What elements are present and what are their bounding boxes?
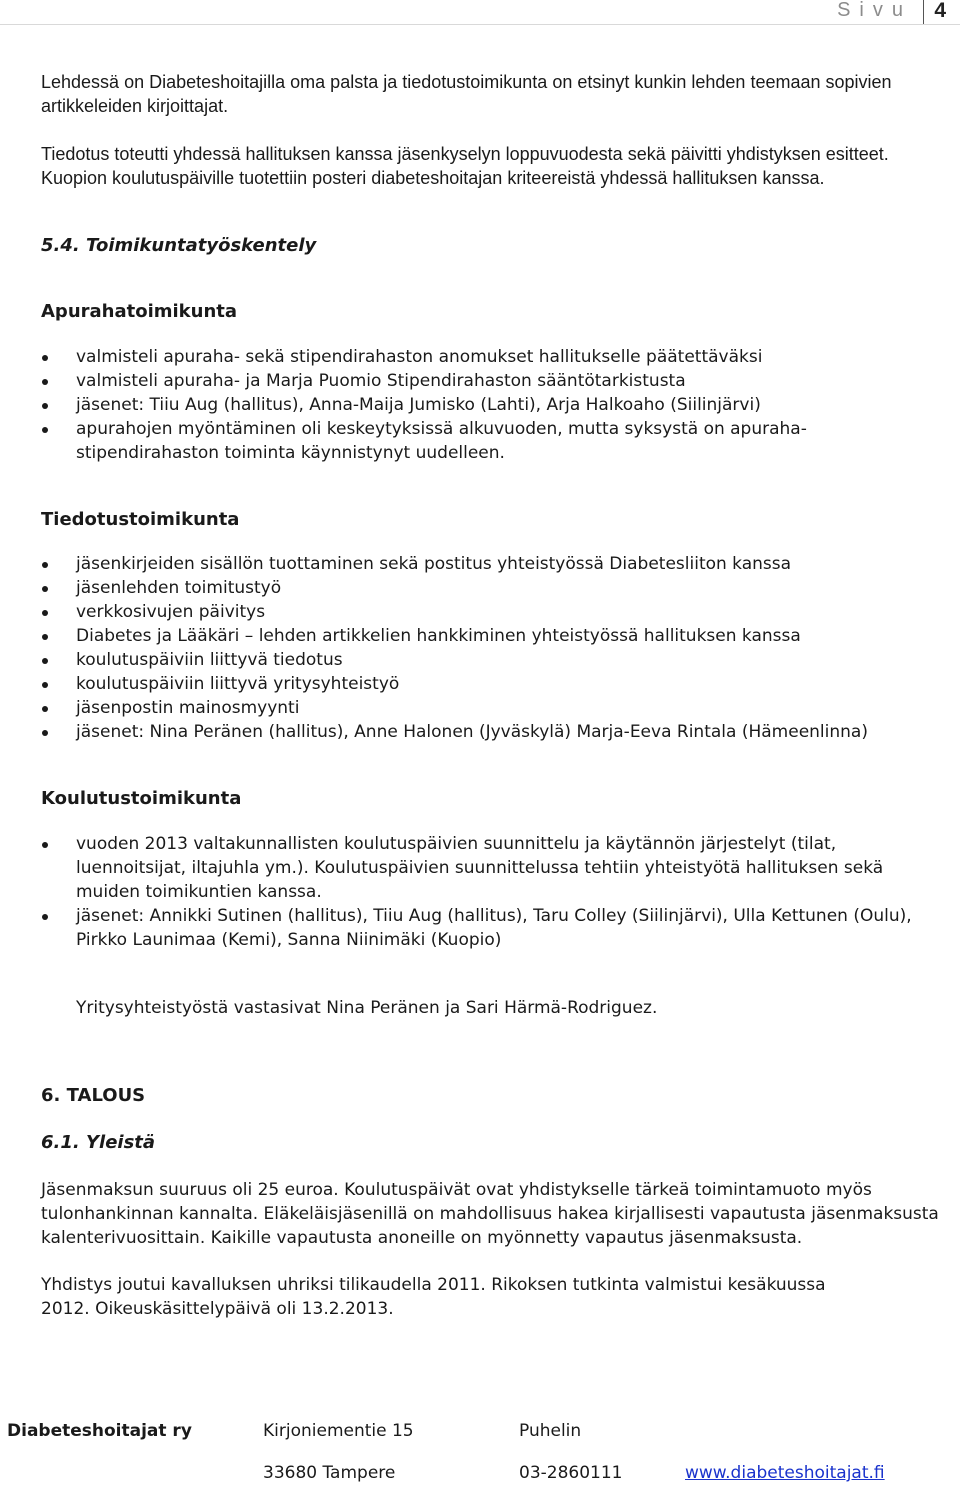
footer-phone-label: Puhelin xyxy=(519,1421,582,1441)
list-item: jäsenpostin mainosmyynti xyxy=(41,696,953,720)
bullet-icon xyxy=(42,914,48,920)
list-item: jäsenet: Tiiu Aug (hallitus), Anna-Maija Jumisko (Lahti), Arja Halkoaho (Siilinjärvi) xyxy=(41,393,953,417)
list-item: jäsenlehden toimitustyö xyxy=(41,576,953,600)
bullet-icon xyxy=(42,379,48,385)
bullet-icon xyxy=(42,562,48,568)
list-item: valmisteli apuraha- sekä stipendirahaston anomukset hallitukselle päätettäväksi xyxy=(41,345,953,369)
list-item: verkkosivujen päivitys xyxy=(41,600,953,624)
list-item: valmisteli apuraha- ja Marja Puomio Stipendirahaston sääntötarkistusta xyxy=(41,369,953,393)
apurahatoimikunta-title: Apurahatoimikunta xyxy=(41,301,238,322)
bullet-icon xyxy=(42,634,48,640)
intro-paragraph-2: Tiedotus toteutti yhdessä hallituksen kanssa jäsenkyselyn loppuvuodesta sekä päivitti yhdistyksen esitteet. Kuopion koulutuspäiville tuotettiin posteri diabeteshoitajan kriteereistä yhdessä hallituksen kanssa. xyxy=(41,144,889,188)
koulutustoimikunta-list xyxy=(41,832,953,952)
list-item: jäsenet: Nina Peränen (hallitus), Anne Halonen (Jyväskylä) Marja-Eeva Rintala (Hämeenlinna) xyxy=(41,720,876,744)
section-5-4-title: 5.4. Toimikuntatyöskentely xyxy=(41,235,317,256)
bullet-icon xyxy=(42,706,48,712)
list-item: koulutuspäiviin liittyvä tiedotus xyxy=(41,648,953,672)
footer-organization: Diabeteshoitajat ry xyxy=(7,1421,192,1441)
apurahatoimikunta-list xyxy=(41,345,953,465)
page-number: 4 xyxy=(934,0,946,22)
list-item: koulutuspäiviin liittyvä yritysyhteistyö xyxy=(41,672,953,696)
page-label: Sivu xyxy=(837,0,912,21)
talous-paragraph-1: Jäsenmaksun suuruus oli 25 euroa. Koulutuspäivät ovat yhdistykselle tärkeä toimintamuoto myös tulonhankinnan kannalta. Eläkeläisjäsenillä on mahdollisuus hakea kirjallisesti vapautusta jäsenmaksusta kalenterivuosittain. Kaikille vapautusta anoneille on myönnetty vapautus jäsenmaksusta. xyxy=(41,1180,939,1248)
bullet-icon xyxy=(42,427,48,433)
list-item: jäsenkirjeiden sisällön tuottaminen sekä postitus yhteistyössä Diabetesliiton kanssa xyxy=(41,552,953,576)
bullet-icon xyxy=(42,355,48,361)
koulutustoimikunta-title: Koulutustoimikunta xyxy=(41,788,242,809)
talous-paragraph-2: Yhdistys joutui kavalluksen uhriksi tilikaudella 2011. Rikoksen tutkinta valmistui kesäkuussa 2012. Oikeuskäsittelypäivä oli 13.2.2013. xyxy=(41,1275,826,1319)
section-6-title: 6. TALOUS xyxy=(41,1085,146,1106)
list-item: apurahojen myöntäminen oli keskeytyksissä alkuvuoden, mutta syksystä on apuraha-stipendirahaston toiminta käynnistynyt uudelleen. xyxy=(41,417,916,465)
section-6-1-title: 6.1. Yleistä xyxy=(41,1132,156,1153)
intro-paragraph-1: Lehdessä on Diabeteshoitajilla oma palsta ja tiedotustoimikunta on etsinyt kunkin lehden teemaan sopivien artikkeleiden kirjoittajat. xyxy=(41,72,892,116)
page-header xyxy=(0,0,960,24)
tiedotustoimikunta-list xyxy=(41,552,953,744)
page-footer xyxy=(7,1418,953,1483)
bullet-icon xyxy=(42,682,48,688)
footer-website-link[interactable]: www.diabeteshoitajat.fi xyxy=(685,1463,885,1483)
bullet-icon xyxy=(42,403,48,409)
footer-city: 33680 Tampere xyxy=(263,1463,396,1483)
bullet-icon xyxy=(42,610,48,616)
bullet-icon xyxy=(42,730,48,736)
list-item: jäsenet: Annikki Sutinen (hallitus), Tiiu Aug (hallitus), Taru Colley (Siilinjärvi), Ulla Kettunen (Oulu), Pirkko Launimaa (Kemi), Sanna Niinimäki (Kuopio) xyxy=(41,904,926,952)
list-item: vuoden 2013 valtakunnallisten koulutuspäivien suunnittelu ja käytännön järjestelyt (tilat, luennoitsijat, iltajuhla ym.). Koulutuspäivien suunnittelussa tehtiin yhteistyötä hallituksen sekä muiden toimikuntien kanssa. xyxy=(41,832,926,904)
header-separator xyxy=(923,0,924,24)
list-item: Diabetes ja Lääkäri – lehden artikkelien hankkiminen yhteistyössä hallituksen kanssa xyxy=(41,624,953,648)
bullet-icon xyxy=(42,586,48,592)
bullet-icon xyxy=(42,842,48,848)
header-rule xyxy=(0,24,960,25)
footer-street: Kirjoniementie 15 xyxy=(263,1421,414,1441)
footer-phone: 03-2860111 xyxy=(519,1463,623,1483)
document-body xyxy=(41,70,953,1321)
bullet-icon xyxy=(42,658,48,664)
tiedotustoimikunta-title: Tiedotustoimikunta xyxy=(41,509,240,530)
yritysyhteistyo-note: Yritysyhteistyöstä vastasivat Nina Peränen ja Sari Härmä-Rodriguez. xyxy=(76,998,658,1018)
